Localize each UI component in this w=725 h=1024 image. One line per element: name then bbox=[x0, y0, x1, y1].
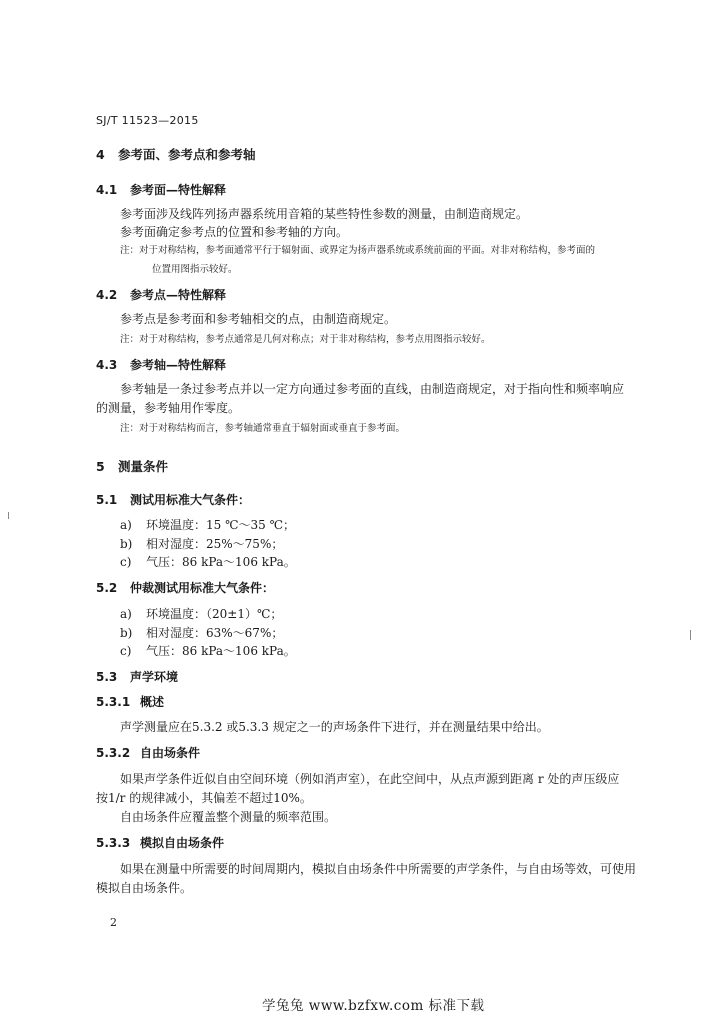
section-title: 模拟自由场条件 bbox=[140, 836, 225, 850]
section-title: 仲裁测试用标准大气条件： bbox=[130, 581, 275, 595]
section-number: 5.3.3 bbox=[96, 836, 131, 850]
section-5-3-heading bbox=[96, 668, 178, 685]
list-text: 气压：86 kPa～106 kPa。 bbox=[146, 644, 296, 658]
list-label: b) bbox=[120, 626, 133, 640]
paragraph-continuation: 模拟自由场条件。 bbox=[96, 881, 193, 895]
section-5-3-2-heading bbox=[96, 744, 200, 761]
section-number: 5.3.2 bbox=[96, 746, 131, 760]
list-item bbox=[120, 624, 283, 641]
list-text: 环境温度：15 ℃～35 ℃； bbox=[146, 518, 296, 532]
list-item bbox=[120, 516, 295, 533]
list-text: 相对湿度：25%～75%； bbox=[146, 537, 284, 551]
section-number: 4.1 bbox=[96, 183, 118, 197]
scan-mark bbox=[690, 630, 691, 640]
section-4-1-heading bbox=[96, 181, 226, 198]
note-continuation: 位置用图指示较好。 bbox=[152, 264, 238, 275]
list-text: 气压：86 kPa～106 kPa。 bbox=[146, 555, 296, 569]
section-title: 测量条件 bbox=[118, 459, 169, 474]
paragraph: 参考轴是一条过参考点并以一定方向通过参考面的直线，由制造商规定，对于指向性和频率响应 bbox=[120, 382, 625, 396]
paragraph: 如果声学条件近似自由空间环境（例如消声室），在此空间中，从点声源到距离 r 处的声压级应 bbox=[120, 772, 620, 786]
watermark-footer: 学兔兔 www.bzfxw.com 标准下载 bbox=[262, 998, 485, 1014]
section-title: 声学环境 bbox=[130, 670, 179, 684]
section-number: 4.3 bbox=[96, 358, 118, 372]
section-number: 4.2 bbox=[96, 288, 118, 302]
section-5-1-heading bbox=[96, 491, 250, 508]
list-label: a) bbox=[120, 607, 132, 621]
list-text: 相对湿度：63%～67%； bbox=[146, 626, 284, 640]
paragraph: 如果在测量中所需要的时间周期内，模拟自由场条件中所需要的声学条件，与自由场等效，可使用 bbox=[120, 862, 637, 876]
paragraph: 参考点是参考面和参考轴相交的点，由制造商规定。 bbox=[120, 312, 397, 326]
section-title: 概述 bbox=[140, 695, 165, 709]
paragraph: 声学测量应在5.3.2 或5.3.3 规定之一的声场条件下进行，并在测量结果中给出。 bbox=[120, 720, 549, 734]
note: 注：对于对称结构，参考点通常是几何对称点；对于非对称结构，参考点用图指示较好。 bbox=[120, 334, 491, 345]
section-title: 自由场条件 bbox=[140, 746, 201, 760]
paragraph-continuation: 按1/r 的规律减小，其偏差不超过10%。 bbox=[96, 791, 312, 805]
section-number: 5.1 bbox=[96, 493, 118, 507]
paragraph-continuation: 的测量，参考轴用作零度。 bbox=[96, 401, 241, 415]
section-number: 5.3 bbox=[96, 670, 118, 684]
section-4-2-heading bbox=[96, 286, 226, 303]
list-label: c) bbox=[120, 555, 132, 569]
section-title: 参考轴—特性解释 bbox=[130, 358, 227, 372]
section-number: 4 bbox=[96, 147, 105, 162]
standard-code-header: SJ/T 11523—2015 bbox=[96, 114, 199, 127]
section-5-heading bbox=[96, 457, 168, 475]
section-5-3-1-heading bbox=[96, 693, 164, 710]
list-item bbox=[120, 553, 296, 570]
list-label: c) bbox=[120, 644, 132, 658]
section-number: 5.2 bbox=[96, 581, 118, 595]
section-4-3-heading bbox=[96, 356, 226, 373]
note: 注：对于对称结构而言，参考轴通常垂直于辐射面或垂直于参考面。 bbox=[120, 423, 406, 434]
section-title: 参考面—特性解释 bbox=[130, 183, 227, 197]
section-4-heading bbox=[96, 145, 256, 163]
section-5-2-heading bbox=[96, 579, 274, 596]
section-title: 参考面、参考点和参考轴 bbox=[118, 147, 256, 162]
list-item bbox=[120, 642, 296, 659]
scan-mark bbox=[8, 512, 9, 519]
list-text: 环境温度：（20±1）℃； bbox=[146, 607, 283, 621]
list-label: a) bbox=[120, 518, 132, 532]
section-number: 5.3.1 bbox=[96, 695, 131, 709]
section-5-3-3-heading bbox=[96, 834, 224, 851]
list-item bbox=[120, 535, 283, 552]
list-item bbox=[120, 605, 282, 622]
paragraph: 参考面确定参考点的位置和参考轴的方向。 bbox=[120, 225, 349, 239]
section-number: 5 bbox=[96, 459, 105, 474]
paragraph: 参考面涉及线阵列扬声器系统用音箱的某些特性参数的测量，由制造商规定。 bbox=[120, 207, 529, 221]
page-number: 2 bbox=[110, 916, 117, 929]
paragraph: 自由场条件应覆盖整个测量的频率范围。 bbox=[120, 810, 337, 824]
section-title: 测试用标准大气条件： bbox=[130, 493, 251, 507]
note: 注：对于对称结构，参考面通常平行于辐射面、或界定为扬声器系统或系统前面的平面。对非对称结构，参考面的 bbox=[120, 245, 596, 256]
section-title: 参考点—特性解释 bbox=[130, 288, 227, 302]
list-label: b) bbox=[120, 537, 133, 551]
